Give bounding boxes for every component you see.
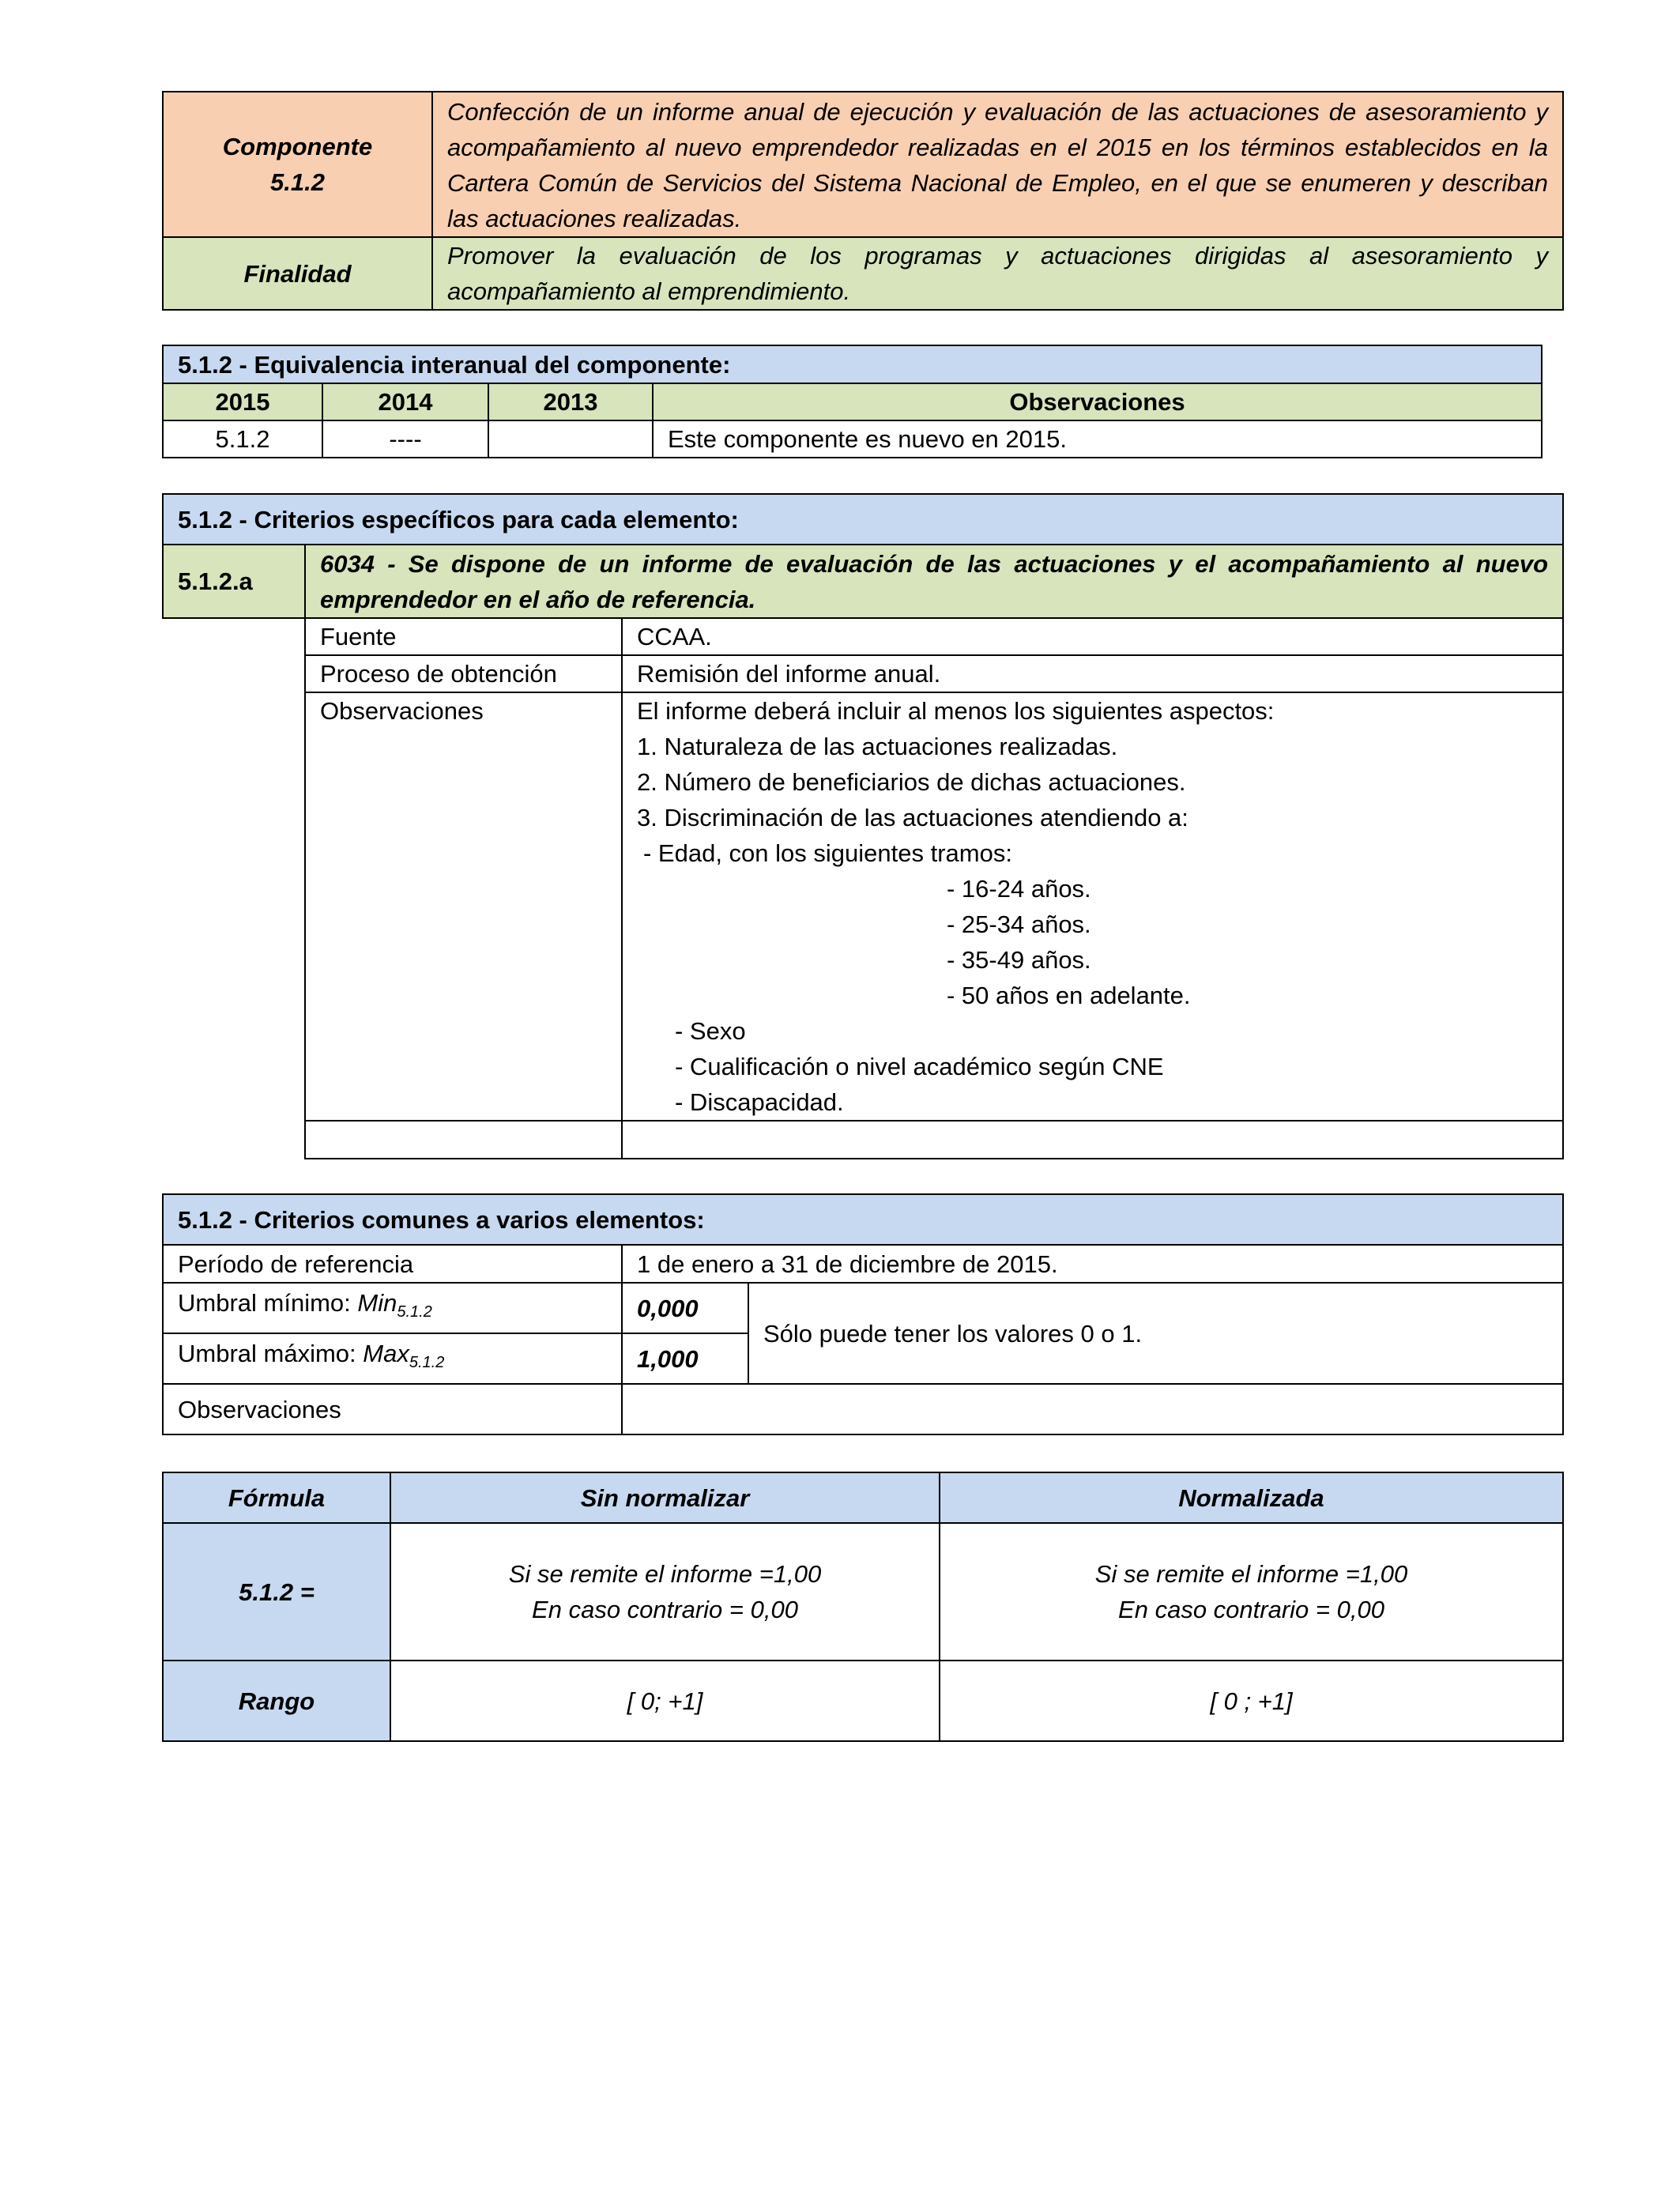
equivalencia-header-2013: 2013 [488,383,653,420]
formula-header: Fórmula [163,1472,390,1523]
criterios-comunes-table [162,1193,1564,1435]
normalizada-header: Normalizada [940,1472,1563,1523]
equivalencia-cell-2015: 5.1.2 [163,420,322,458]
observaciones-line: - 16-24 años. [947,875,1091,903]
umbral-min-label: Umbral mínimo: Min$_{5.1.2}$ [163,1283,622,1333]
umbral-note: Sólo puede tener los valores 0 o 1. [748,1283,1563,1384]
observaciones-content [622,692,1563,1121]
normalizada-formula: Si se remite el informe =1,00 En caso contrario = 0,00 [940,1523,1563,1661]
equivalencia-header-observaciones: Observaciones [653,383,1542,420]
formula-table [162,1472,1564,1742]
finalidad-label: Finalidad [163,237,432,310]
observaciones-line: 3. Discriminación de las actuaciones atendiendo a: [637,804,1188,831]
componente-number: 5.1.2 [270,168,325,196]
rango-sin-normalizar: [ 0; +1] [390,1661,940,1741]
empty-cell [622,1121,1563,1159]
umbral-min-value: 0,000 [622,1283,748,1333]
observaciones-line: El informe deberá incluir al menos los siguientes aspectos: [637,697,1275,725]
observaciones-comunes-label: Observaciones [163,1384,622,1434]
empty-cell [305,1121,622,1159]
observaciones-line: - 50 años en adelante. [947,982,1191,1009]
componente-text: Confección de un informe anual de ejecución y evaluación de las actuaciones de asesoramiento y acompañamiento al nuevo emprendedor realizadas en el 2015 en los términos establecidos en la Cartera Común de Servicios del Sistema Nacional de Empleo, en el que se enumeren y describan las actuaciones realizadas. [432,92,1563,237]
element-code: 5.1.2.a [163,545,305,618]
fuente-value: CCAA. [622,618,1563,655]
observaciones-line: - Edad, con los siguientes tramos: [643,839,1012,867]
observaciones-line: - 25-34 años. [947,910,1091,938]
umbral-max-value: 1,000 [622,1333,748,1384]
equivalencia-table [162,345,1543,458]
componente-label-cell [163,92,432,237]
proceso-value: Remisión del informe anual. [622,655,1563,692]
rango-label: Rango [163,1661,390,1741]
observaciones-line: - Cualificación o nivel académico según CNE [675,1053,1164,1080]
fuente-label: Fuente [305,618,622,655]
criterios-comunes-title: 5.1.2 - Criterios comunes a varios elementos: [163,1194,1563,1245]
criterios-especificos-table [162,493,1564,1159]
observaciones-line: - Sexo [675,1017,746,1045]
observaciones-line: - Discapacidad. [675,1088,844,1116]
equivalencia-cell-2014: ---- [322,420,488,458]
observaciones-line: - 35-49 años. [947,946,1091,974]
periodo-label: Período de referencia [163,1245,622,1283]
observaciones-line: 2. Número de beneficiarios de dichas actuaciones. [637,768,1186,796]
rango-normalizada: [ 0 ; +1] [940,1661,1563,1741]
component-table [162,91,1564,311]
observaciones-label: Observaciones [305,692,622,1121]
sin-normalizar-formula: Si se remite el informe =1,00 En caso contrario = 0,00 [390,1523,940,1661]
formula-row-label: 5.1.2 = [163,1523,390,1661]
periodo-value: 1 de enero a 31 de diciembre de 2015. [622,1245,1563,1283]
equivalencia-cell-observaciones: Este componente es nuevo en 2015. [653,420,1542,458]
finalidad-text: Promover la evaluación de los programas y actuaciones dirigidas al asesoramiento y acompañamiento al emprendimiento. [432,237,1563,310]
criterios-especificos-title: 5.1.2 - Criterios específicos para cada elemento: [163,494,1563,545]
sin-normalizar-header: Sin normalizar [390,1472,940,1523]
equivalencia-cell-2013 [488,420,653,458]
equivalencia-title: 5.1.2 - Equivalencia interanual del componente: [163,345,1542,383]
componente-label: Componente [222,133,373,160]
observaciones-line: 1. Naturaleza de las actuaciones realizadas. [637,733,1118,760]
observaciones-comunes-value [622,1384,1563,1434]
proceso-label: Proceso de obtención [305,655,622,692]
element-text: 6034 - Se dispone de un informe de evaluación de las actuaciones y el acompañamiento al nuevo emprendedor en el año de referencia. [305,545,1563,618]
equivalencia-header-2015: 2015 [163,383,322,420]
equivalencia-header-2014: 2014 [322,383,488,420]
umbral-max-label: Umbral máximo: Max$_{5.1.2}$ [163,1333,622,1384]
